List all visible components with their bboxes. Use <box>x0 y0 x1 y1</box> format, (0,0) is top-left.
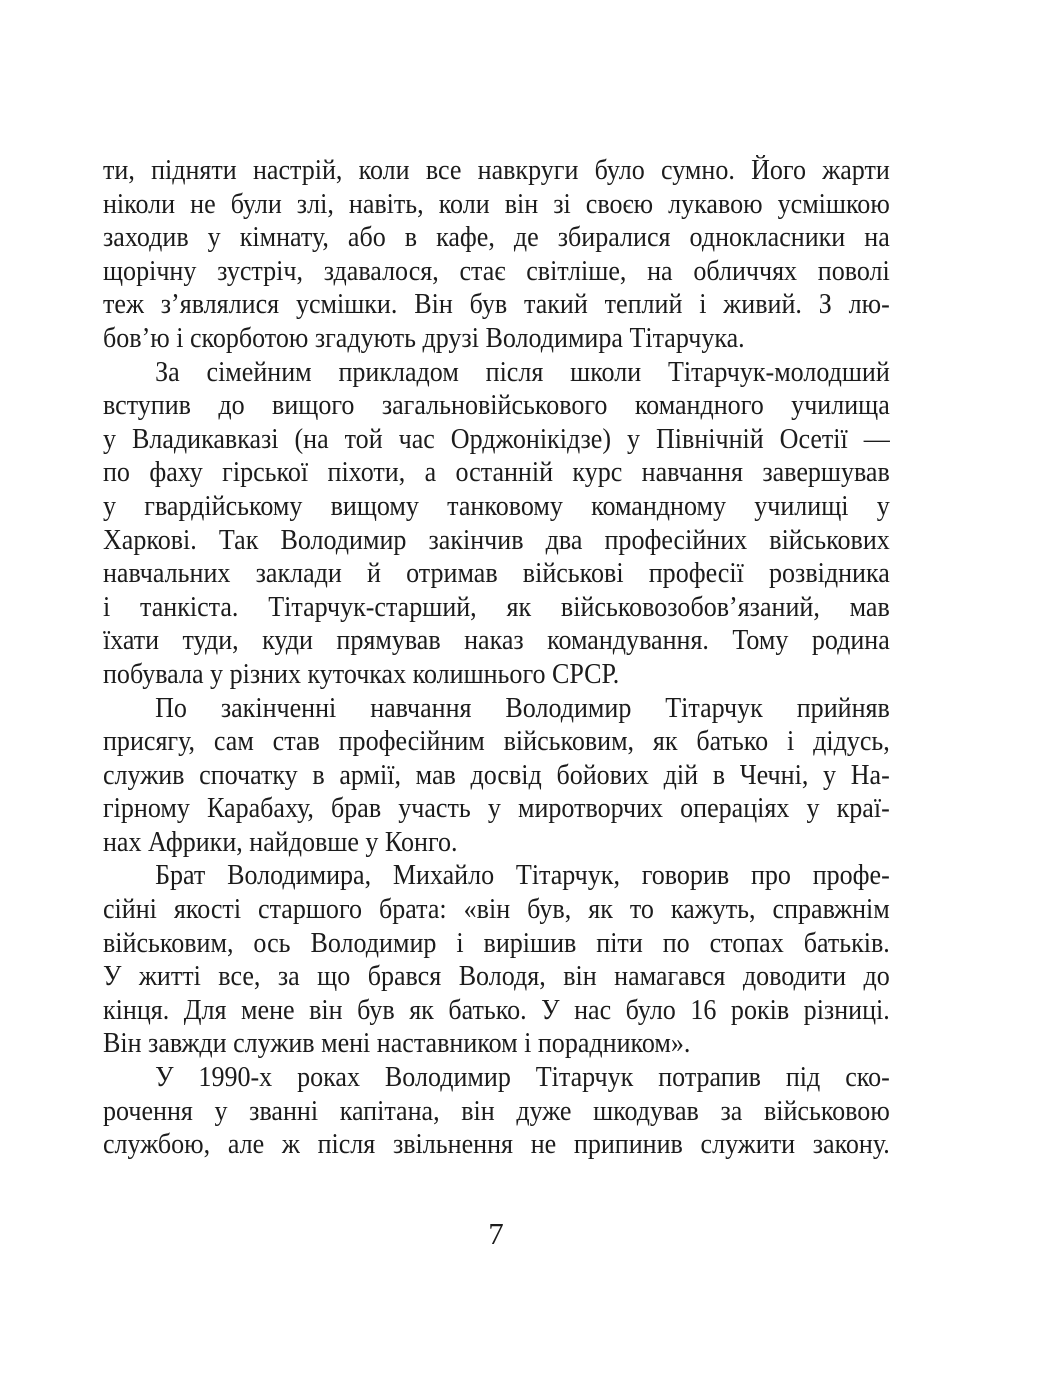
text-line: теж з’являлися усмішки. Він був такий теплий і живий. З лю- <box>103 289 890 321</box>
text-line: вступив до вищого загальновійськового командного училища <box>103 390 890 422</box>
paragraph <box>103 692 890 860</box>
paragraph <box>103 154 890 356</box>
text-line: у Владикавказі (на той час Орджонікідзе) у Північній Осетії — <box>103 423 890 455</box>
page-number: 7 <box>488 1216 504 1251</box>
text-block <box>103 154 890 1162</box>
text-line: і танкіста. Тітарчук-старший, як військовозобов’язаний, мав <box>103 591 890 623</box>
text-line: щорічну зустріч, здавалося, стає світліше, на обличчях поволі <box>103 255 890 287</box>
text-line: служив спочатку в армії, мав досвід бойових дій в Чечні, у На- <box>103 759 890 791</box>
text-line: нах Африки, найдовше у Конго. <box>103 826 458 858</box>
text-line: ти, підняти настрій, коли все навкруги було сумно. Його жарти <box>103 155 890 186</box>
text-line: навчальних заклади й отримав військові професії розвідника <box>103 558 890 590</box>
text-line: побувала у різних куточках колишнього СРСР. <box>103 658 620 690</box>
text-line: У 1990-х роках Володимир Тітарчук потрапив під ско- <box>155 1062 890 1094</box>
text-line: військовим, ось Володимир і вирішив піти по стопах батьків. <box>103 927 890 959</box>
text-line: по фаху гірської піхоти, а останній курс навчання завершував <box>103 457 890 489</box>
text-line: ніколи не були злі, навіть, коли він зі своєю лукавою усмішкою <box>103 188 890 220</box>
text-line: рочення у званні капітана, він дуже шкодував за військовою <box>103 1095 890 1127</box>
text-line: службою, але ж після звільнення не припинив служити закону. <box>103 1129 890 1161</box>
text-line: сійні якості старшого брата: «він був, як то кажуть, справжнім <box>103 894 890 926</box>
text-line: гірному Карабаху, брав участь у миротворчих операціях у краї- <box>103 793 890 825</box>
text-line: У житті все, за що брався Володя, він намагався доводити до <box>103 961 890 993</box>
text-line: у гвардійському вищому танковому командному училищі у <box>103 490 890 522</box>
text-line: Він завжди служив мені наставником і порадником». <box>103 1028 691 1060</box>
text-line: Харкові. Так Володимир закінчив два професійних військових <box>103 524 890 556</box>
text-line: кінця. Для мене він був як батько. У нас було 16 років різниці. <box>103 994 890 1026</box>
text-line: Брат Володимира, Михайло Тітарчук, говорив про профе- <box>155 860 890 892</box>
paragraph <box>103 859 890 1061</box>
text-line: заходив у кімнату, або в кафе, де збиралися однокласники на <box>103 222 890 254</box>
text-line: присягу, сам став професійним військовим, як батько і дідусь, <box>103 726 890 758</box>
paragraph <box>103 1061 890 1162</box>
text-line: бов’ю і скорботою згадують друзі Володимира Тітарчука. <box>103 322 745 354</box>
text-line: їхати туди, куди прямував наказ командування. Тому родина <box>103 625 890 657</box>
text-line: По закінченні навчання Володимир Тітарчук прийняв <box>155 692 890 724</box>
text-line: За сімейним прикладом після школи Тітарчук-молодший <box>155 356 890 388</box>
paragraph <box>103 356 890 692</box>
